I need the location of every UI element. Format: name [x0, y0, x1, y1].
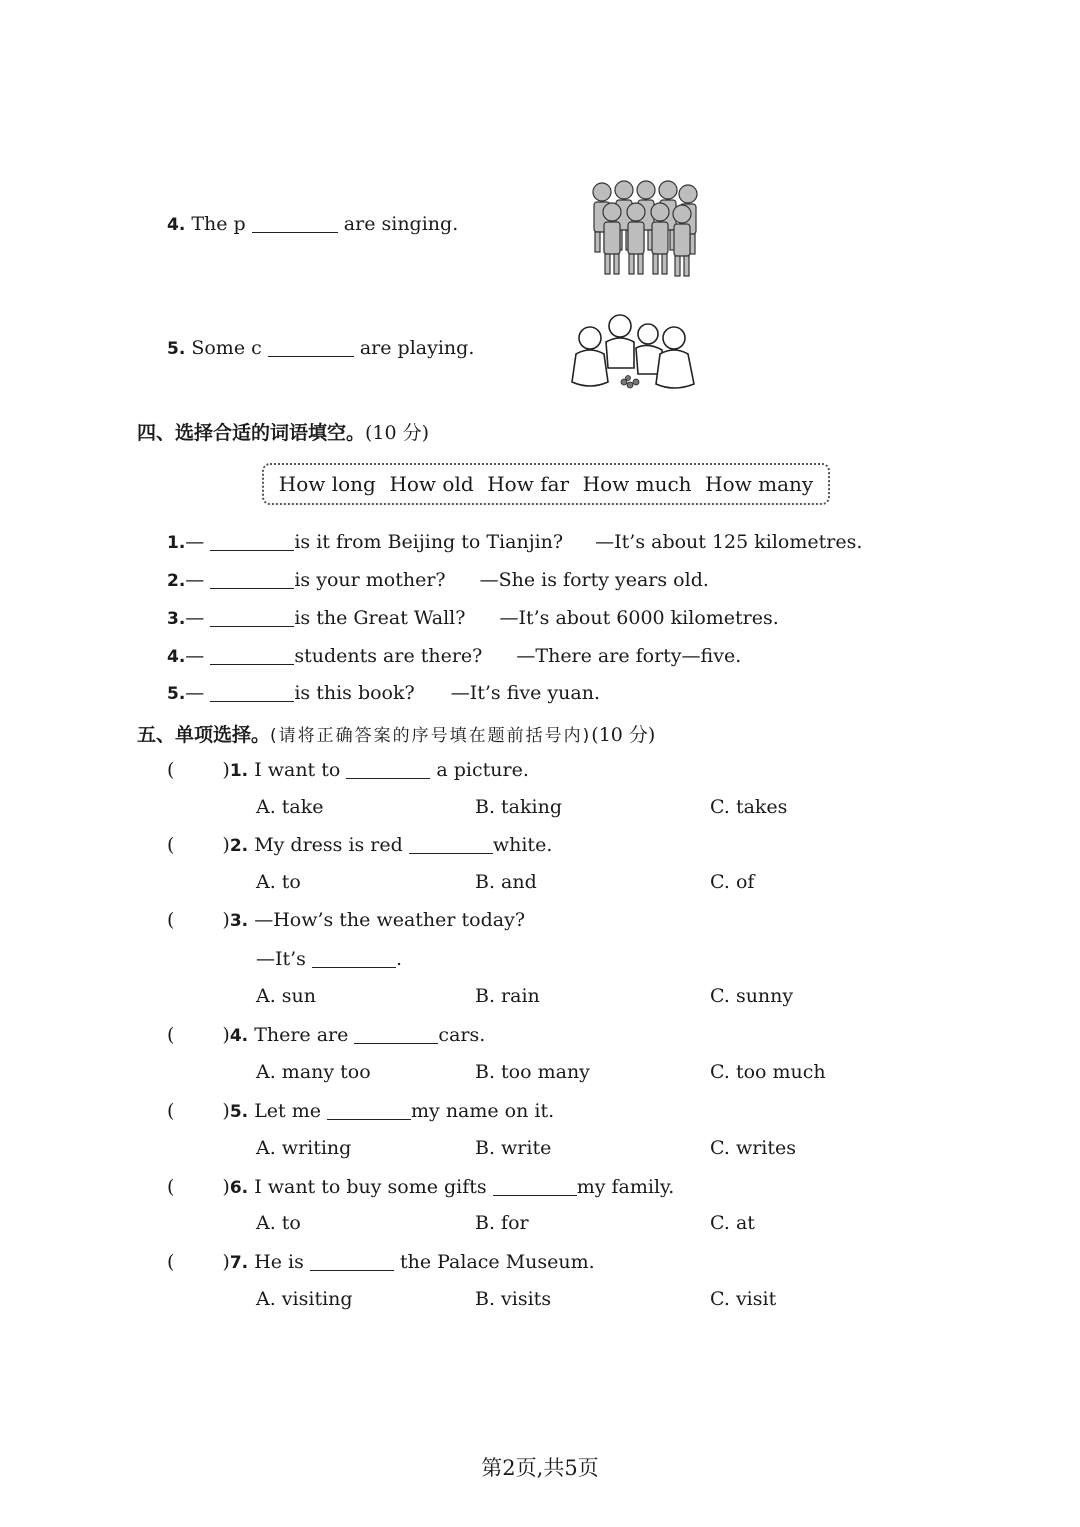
option-b: B. write	[475, 1137, 552, 1159]
word-bank	[262, 463, 830, 505]
playing-children-picture	[568, 312, 700, 394]
answer-blank[interactable]	[310, 1250, 394, 1271]
question-3-5: 5. Some c are playing.	[167, 336, 475, 359]
option-a: A. visiting	[256, 1288, 353, 1310]
question-5-1: ( )1. I want to a picture.	[167, 758, 529, 781]
answer-blank[interactable]	[346, 758, 430, 779]
answer-blank[interactable]	[327, 1099, 411, 1120]
word-how-old: How old	[389, 472, 474, 496]
option-c: C. writes	[710, 1137, 796, 1159]
question-5-4: ( )4. There are cars.	[167, 1023, 486, 1046]
question-4-2: 2.— is your mother? —She is forty years old.	[167, 568, 709, 591]
option-c: C. of	[710, 871, 755, 893]
answer-blank[interactable]	[493, 1175, 577, 1196]
question-4-5: 5.— is this book? —It’s five yuan.	[167, 681, 600, 704]
answer-paren-space[interactable]	[174, 1024, 222, 1044]
answer-paren-space[interactable]	[174, 909, 222, 929]
option-a: A. take	[256, 796, 324, 818]
question-5-7: ( )7. He is the Palace Museum.	[167, 1250, 595, 1273]
option-b: B. and	[475, 871, 537, 893]
answer-paren-space[interactable]	[174, 1100, 222, 1120]
answer-paren-space[interactable]	[174, 759, 222, 779]
option-a: A. many too	[256, 1061, 371, 1083]
answer-blank[interactable]	[268, 336, 354, 357]
question-4-4: 4.— students are there? —There are forty—five.	[167, 644, 742, 667]
option-b: B. visits	[475, 1288, 552, 1310]
answer-blank[interactable]	[354, 1023, 438, 1044]
answer-paren-space[interactable]	[174, 834, 222, 854]
question-3-4: 4. The p are singing.	[167, 212, 459, 235]
option-a: A. writing	[256, 1137, 352, 1159]
answer-blank[interactable]	[312, 947, 396, 968]
page-number: 第2页,共5页	[481, 1456, 599, 1480]
option-a: A. sun	[256, 985, 317, 1007]
option-c: C. takes	[710, 796, 788, 818]
option-b: B. too many	[475, 1061, 590, 1083]
singing-children-picture	[582, 178, 704, 280]
answer-blank[interactable]	[210, 530, 294, 551]
option-a: A. to	[256, 871, 301, 893]
option-b: B. taking	[475, 796, 562, 818]
section-4-heading: 四、选择合适的词语填空。(10 分)	[137, 422, 430, 444]
word-how-much: How much	[582, 472, 692, 496]
question-5-3: ( )3. —How’s the weather today?	[167, 909, 526, 931]
option-c: C. visit	[710, 1288, 777, 1310]
question-4-3: 3.— is the Great Wall? —It’s about 6000 kilometres.	[167, 606, 779, 629]
answer-blank[interactable]	[409, 833, 493, 854]
question-4-1: 1.— is it from Beijing to Tianjin? —It’s about 125 kilometres.	[167, 530, 863, 553]
question-5-6: ( )6. I want to buy some gifts my family.	[167, 1175, 675, 1198]
option-c: C. sunny	[710, 985, 794, 1007]
section-5-heading: 五、单项选择。(请将正确答案的序号填在题前括号内)(10 分)	[137, 724, 656, 746]
answer-blank[interactable]	[210, 568, 294, 589]
option-c: C. too much	[710, 1061, 826, 1083]
answer-paren-space[interactable]	[174, 1176, 222, 1196]
word-how-far: How far	[487, 472, 570, 496]
answer-blank[interactable]	[210, 644, 294, 665]
option-c: C. at	[710, 1212, 755, 1234]
answer-blank[interactable]	[210, 681, 294, 702]
word-how-long: How long	[278, 472, 376, 496]
answer-blank[interactable]	[210, 606, 294, 627]
option-a: A. to	[256, 1212, 301, 1234]
question-5-3-answer-line: —It’s .	[256, 947, 403, 970]
question-5-5: ( )5. Let me my name on it.	[167, 1099, 555, 1122]
answer-blank[interactable]	[252, 212, 338, 233]
question-5-2: ( )2. My dress is red white.	[167, 833, 553, 856]
option-b: B. for	[475, 1212, 529, 1234]
answer-paren-space[interactable]	[174, 1251, 222, 1271]
word-how-many: How many	[705, 472, 814, 496]
option-b: B. rain	[475, 985, 540, 1007]
